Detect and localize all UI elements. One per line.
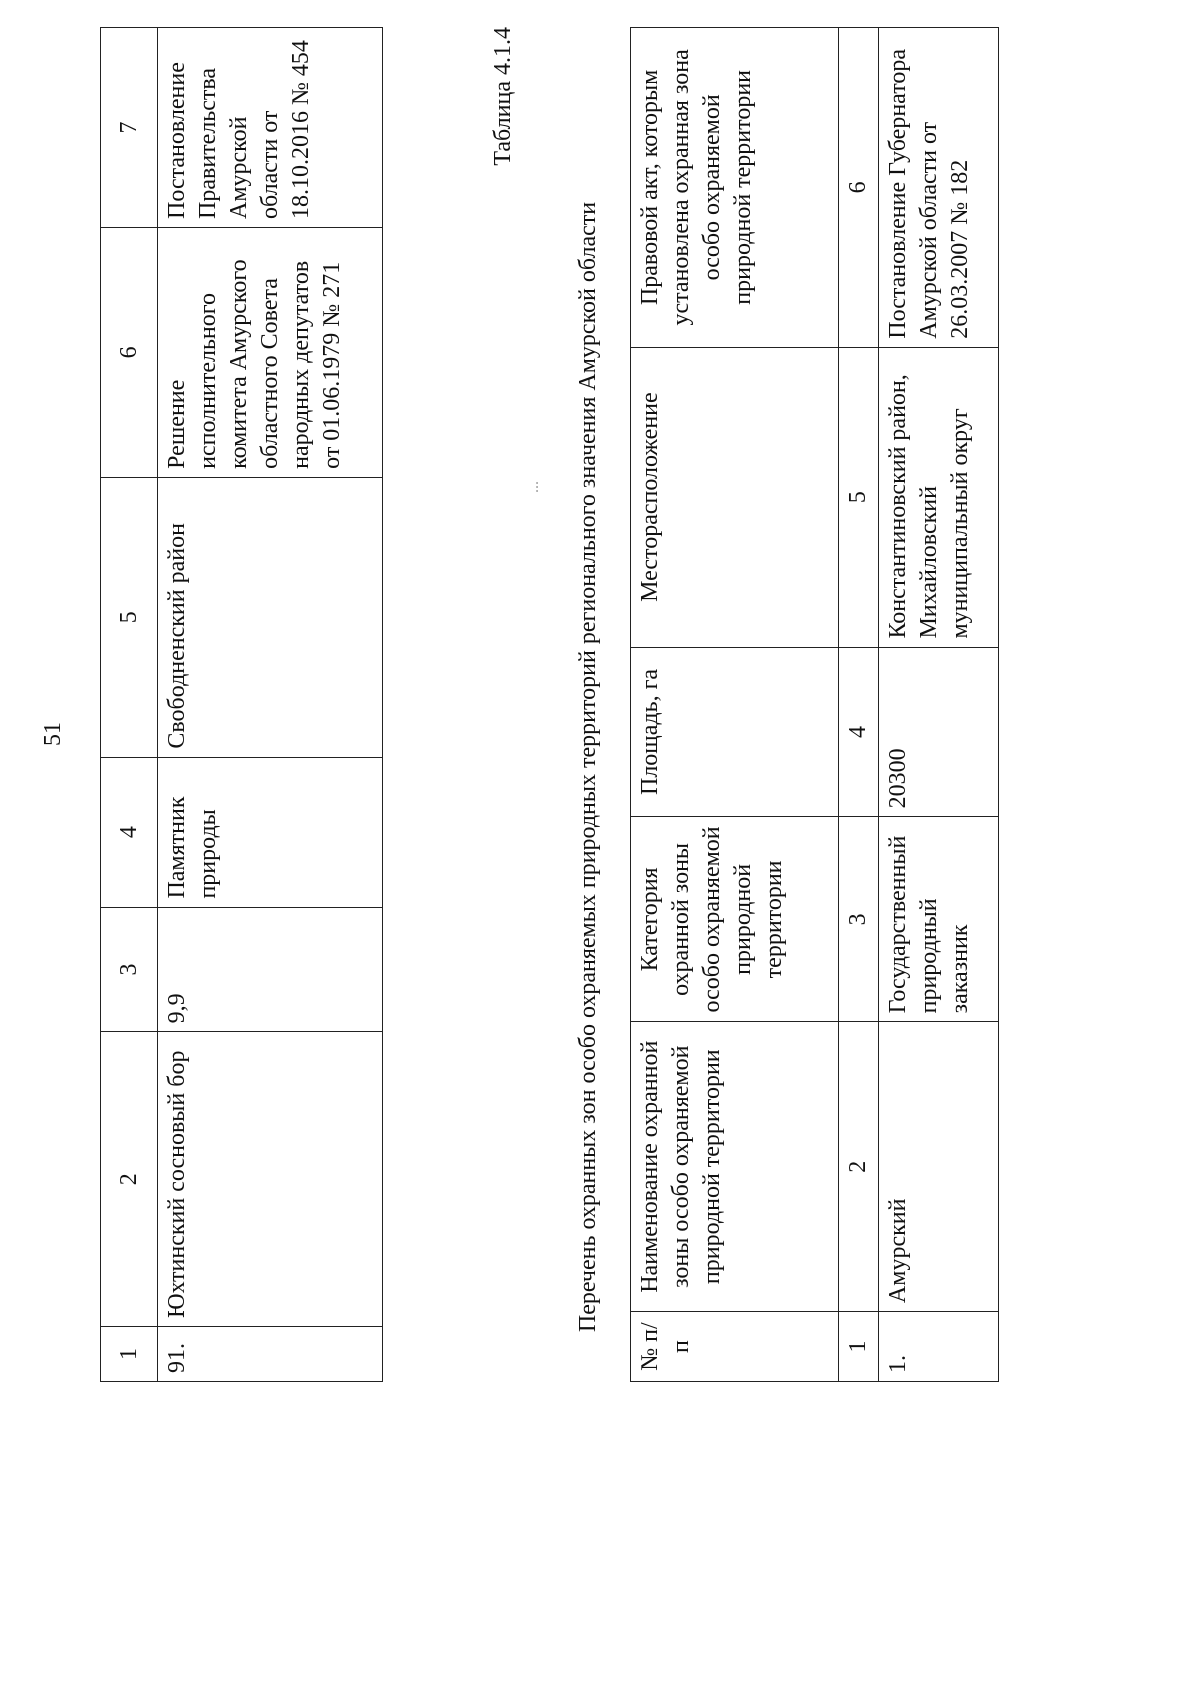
page-number: 51 xyxy=(40,722,66,746)
column-number-row xyxy=(101,28,158,1382)
col-num-4: 4 xyxy=(839,647,879,817)
header-legal-act: Правовой акт, которым установлена охранная зона особо охраняемой природной территории xyxy=(631,28,839,348)
row-legal-act: Постановление Губернатора Амурской области от 26.03.2007 № 182 xyxy=(879,28,999,348)
col-num-5: 5 xyxy=(101,477,158,757)
col-num-5: 5 xyxy=(839,347,879,647)
header-location: Месторасположение xyxy=(631,347,839,647)
col-num-1: 1 xyxy=(101,1327,158,1382)
row-location: Константиновский район, Михайловский муниципальный округ xyxy=(879,347,999,647)
col-num-1: 1 xyxy=(839,1312,879,1382)
row-legal-act: Постановление Правительства Амурской области от 18.10.2016 № 454 xyxy=(158,28,383,228)
header-row xyxy=(631,28,839,1382)
table-row xyxy=(879,28,999,1382)
table-caption: Таблица 4.1.4 xyxy=(490,27,516,166)
col-num-2: 2 xyxy=(839,1022,879,1312)
protection-zones-table xyxy=(630,27,999,1382)
faint-stamp: ... xyxy=(525,481,542,493)
row-category: Памятник природы xyxy=(158,757,383,907)
header-name: Наименование охранной зоны особо охраняемой природной территории xyxy=(631,1022,839,1312)
continued-table xyxy=(100,27,383,1382)
header-area: Площадь, га xyxy=(631,647,839,817)
row-category: Государственный природный заказник xyxy=(879,817,999,1022)
col-num-6: 6 xyxy=(839,28,879,348)
header-category: Категория охранной зоны особо охраняемой природной территории xyxy=(631,817,839,1022)
col-num-3: 3 xyxy=(101,907,158,1032)
col-num-3: 3 xyxy=(839,817,879,1022)
row-number: 1. xyxy=(879,1312,999,1382)
header-number: № п/п xyxy=(631,1312,839,1382)
row-location: Свободненский район xyxy=(158,477,383,757)
col-num-4: 4 xyxy=(101,757,158,907)
column-number-row xyxy=(839,28,879,1382)
row-area: 9,9 xyxy=(158,907,383,1032)
row-decision: Решение исполнительного комитета Амурского областного Совета народных депутатов от 01.06.1979 № 271 xyxy=(158,227,383,477)
col-num-2: 2 xyxy=(101,1032,158,1327)
row-area: 20300 xyxy=(879,647,999,817)
table-row xyxy=(158,28,383,1382)
col-num-6: 6 xyxy=(101,227,158,477)
row-number: 91. xyxy=(158,1327,383,1382)
row-name: Амурский xyxy=(879,1022,999,1312)
col-num-7: 7 xyxy=(101,28,158,228)
table-title: Перечень охранных зон особо охраняемых природных территорий регионального значения Амурской области xyxy=(575,201,601,1333)
row-name: Юхтинский сосновый бор xyxy=(158,1032,383,1327)
